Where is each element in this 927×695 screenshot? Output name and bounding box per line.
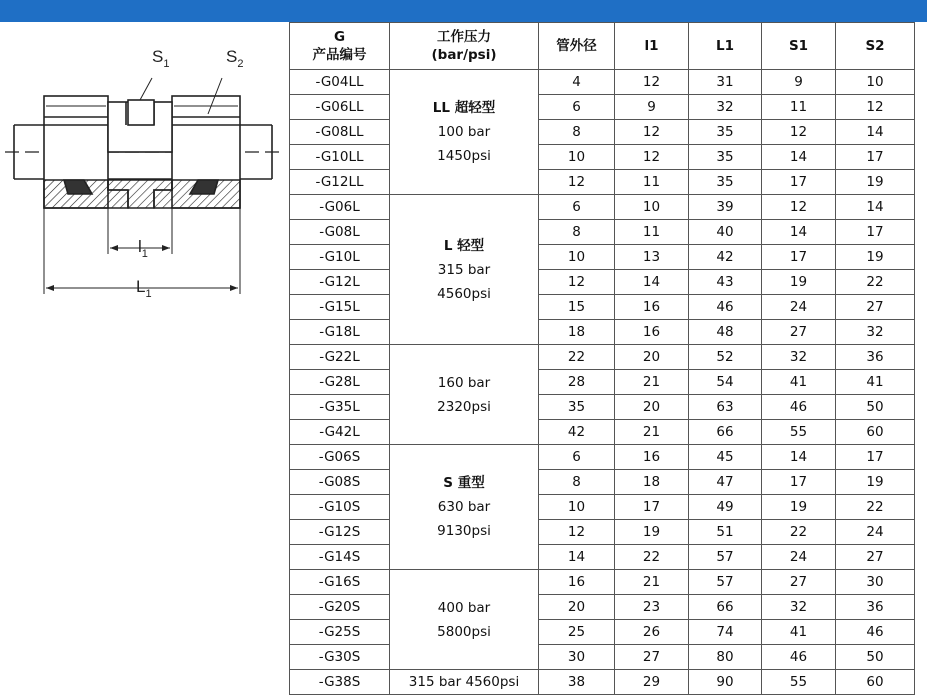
table-row bbox=[290, 495, 915, 520]
L1-cell: 51 bbox=[689, 520, 762, 545]
table-row bbox=[290, 545, 915, 570]
l1-cell: 23 bbox=[615, 595, 689, 620]
tube-od-cell: 8 bbox=[539, 120, 615, 145]
S2-cell: 22 bbox=[836, 495, 915, 520]
S2-cell: 36 bbox=[836, 345, 915, 370]
table-row bbox=[290, 595, 915, 620]
pressure-group-line2: 400 bar bbox=[437, 599, 491, 616]
tube-od-cell: 22 bbox=[539, 345, 615, 370]
table-row bbox=[290, 670, 915, 695]
L1-cell: 57 bbox=[689, 545, 762, 570]
S1-cell: 41 bbox=[762, 620, 836, 645]
l1-cell: 20 bbox=[615, 395, 689, 420]
product-code-cell: -G35L bbox=[290, 395, 390, 420]
l1-cell: 18 bbox=[615, 470, 689, 495]
product-code-cell: -G06L bbox=[290, 195, 390, 220]
S2-cell: 27 bbox=[836, 295, 915, 320]
l1-dimension-label: $l_1$ bbox=[138, 237, 148, 260]
S2-cell: 22 bbox=[836, 270, 915, 295]
S1-cell: 11 bbox=[762, 95, 836, 120]
pressure-group-cell bbox=[390, 70, 539, 195]
tube-od-cell: 12 bbox=[539, 170, 615, 195]
pressure-group-cell bbox=[390, 670, 539, 695]
table-row bbox=[290, 395, 915, 420]
l1-cell: 26 bbox=[615, 620, 689, 645]
pressure-group-cell bbox=[390, 445, 539, 570]
l1-cell: 20 bbox=[615, 345, 689, 370]
tube-od-cell: 10 bbox=[539, 495, 615, 520]
tube-od-cell: 18 bbox=[539, 320, 615, 345]
S2-cell: 10 bbox=[836, 70, 915, 95]
product-code-cell: -G12S bbox=[290, 520, 390, 545]
table-row bbox=[290, 295, 915, 320]
L1-cell: 74 bbox=[689, 620, 762, 645]
pressure-group-line2: 160 bar bbox=[437, 374, 491, 391]
pressure-group-line2: 315 bar 4560psi bbox=[408, 674, 520, 690]
S1-cell: 55 bbox=[762, 420, 836, 445]
S2-cell: 17 bbox=[836, 145, 915, 170]
tube-od-cell: 6 bbox=[539, 445, 615, 470]
S2-cell: 19 bbox=[836, 245, 915, 270]
L1-cell: 49 bbox=[689, 495, 762, 520]
product-code-cell: -G30S bbox=[290, 645, 390, 670]
S1-cell: 55 bbox=[762, 670, 836, 695]
tube-od-cell: 15 bbox=[539, 295, 615, 320]
header-product-code: G 产品编号 bbox=[290, 23, 390, 70]
l1-cell: 11 bbox=[615, 170, 689, 195]
tube-od-cell: 28 bbox=[539, 370, 615, 395]
L1-cell: 46 bbox=[689, 295, 762, 320]
product-code-cell: -G04LL bbox=[290, 70, 390, 95]
L1-cell: 43 bbox=[689, 270, 762, 295]
S2-cell: 12 bbox=[836, 95, 915, 120]
L1-dimension-label: $L_1$ bbox=[136, 277, 152, 300]
S1-cell: 19 bbox=[762, 270, 836, 295]
product-code-cell: -G06LL bbox=[290, 95, 390, 120]
pressure-group-line2: 100 bar bbox=[437, 124, 491, 140]
S1-cell: 22 bbox=[762, 520, 836, 545]
L1-cell: 66 bbox=[689, 420, 762, 445]
product-code-cell: -G10LL bbox=[290, 145, 390, 170]
L1-cell: 90 bbox=[689, 670, 762, 695]
tube-od-cell: 8 bbox=[539, 470, 615, 495]
product-code-cell: -G42L bbox=[290, 420, 390, 445]
title-bar bbox=[0, 0, 927, 22]
L1-cell: 80 bbox=[689, 645, 762, 670]
S1-cell: 32 bbox=[762, 345, 836, 370]
S1-cell: 9 bbox=[762, 70, 836, 95]
L1-cell: 31 bbox=[689, 70, 762, 95]
table-row bbox=[290, 345, 915, 370]
pressure-group-cell bbox=[390, 345, 539, 445]
s2-label: $S_2$ bbox=[226, 47, 244, 70]
L1-cell: 54 bbox=[689, 370, 762, 395]
product-code-cell: -G10L bbox=[290, 245, 390, 270]
product-code-cell: -G28L bbox=[290, 370, 390, 395]
l1-cell: 11 bbox=[615, 220, 689, 245]
tube-od-cell: 6 bbox=[539, 95, 615, 120]
table-row bbox=[290, 70, 915, 95]
header-S2: S2 bbox=[836, 23, 915, 70]
table-row bbox=[290, 420, 915, 445]
tube-od-cell: 10 bbox=[539, 245, 615, 270]
fitting-geometry bbox=[5, 78, 282, 294]
S1-cell: 46 bbox=[762, 395, 836, 420]
pressure-group-title: L 轻型 bbox=[443, 237, 485, 254]
table-row bbox=[290, 645, 915, 670]
S2-cell: 32 bbox=[836, 320, 915, 345]
header-L1: L1 bbox=[689, 23, 762, 70]
table-row bbox=[290, 370, 915, 395]
header-working-pressure: 工作压力 (bar/psi) bbox=[390, 23, 539, 70]
pressure-group-line3: 4560psi bbox=[437, 285, 491, 302]
L1-cell: 47 bbox=[689, 470, 762, 495]
pressure-group-line3: 2320psi bbox=[437, 398, 491, 415]
tube-od-cell: 12 bbox=[539, 270, 615, 295]
l1-cell: 21 bbox=[615, 420, 689, 445]
L1-cell: 35 bbox=[689, 170, 762, 195]
S2-cell: 19 bbox=[836, 470, 915, 495]
tube-od-cell: 10 bbox=[539, 145, 615, 170]
S2-cell: 60 bbox=[836, 420, 915, 445]
tube-od-cell: 25 bbox=[539, 620, 615, 645]
S1-cell: 14 bbox=[762, 445, 836, 470]
product-code-cell: -G08L bbox=[290, 220, 390, 245]
table-body bbox=[290, 70, 915, 695]
product-code-cell: -G25S bbox=[290, 620, 390, 645]
product-code-cell: -G20S bbox=[290, 595, 390, 620]
pressure-group-title: LL 超轻型 bbox=[432, 100, 496, 116]
L1-cell: 57 bbox=[689, 570, 762, 595]
s1-label: $S_1$ bbox=[152, 47, 170, 70]
table-row bbox=[290, 245, 915, 270]
tube-od-cell: 38 bbox=[539, 670, 615, 695]
table-row bbox=[290, 220, 915, 245]
L1-cell: 45 bbox=[689, 445, 762, 470]
tube-od-cell: 6 bbox=[539, 195, 615, 220]
table-row bbox=[290, 445, 915, 470]
S1-cell: 24 bbox=[762, 295, 836, 320]
pressure-group-line2: 630 bar bbox=[437, 499, 491, 515]
S1-cell: 19 bbox=[762, 495, 836, 520]
fitting-cross-section-drawing bbox=[0, 22, 290, 342]
pressure-group-cell bbox=[390, 570, 539, 670]
pressure-group-line2: 315 bar bbox=[437, 261, 491, 278]
pressure-group-title: S 重型 bbox=[443, 475, 485, 491]
table-header-row bbox=[290, 23, 915, 70]
header-tube-od: 管外径 bbox=[539, 23, 615, 70]
S2-cell: 30 bbox=[836, 570, 915, 595]
product-code-cell: -G18L bbox=[290, 320, 390, 345]
product-code-cell: -G08LL bbox=[290, 120, 390, 145]
S2-cell: 36 bbox=[836, 595, 915, 620]
table-row bbox=[290, 145, 915, 170]
L1-cell: 39 bbox=[689, 195, 762, 220]
L1-cell: 42 bbox=[689, 245, 762, 270]
table-row bbox=[290, 520, 915, 545]
specification-table bbox=[289, 22, 915, 695]
S1-cell: 27 bbox=[762, 320, 836, 345]
product-code-cell: -G22L bbox=[290, 345, 390, 370]
l1-cell: 27 bbox=[615, 645, 689, 670]
S1-cell: 46 bbox=[762, 645, 836, 670]
l1-cell: 14 bbox=[615, 270, 689, 295]
pressure-group-line3: 5800psi bbox=[437, 623, 491, 640]
product-code-cell: -G14S bbox=[290, 545, 390, 570]
L1-cell: 40 bbox=[689, 220, 762, 245]
S1-cell: 24 bbox=[762, 545, 836, 570]
pressure-group-line3: 9130psi bbox=[437, 523, 491, 539]
l1-cell: 16 bbox=[615, 320, 689, 345]
product-code-cell: -G38S bbox=[290, 670, 390, 695]
l1-cell: 12 bbox=[615, 70, 689, 95]
L1-cell: 63 bbox=[689, 395, 762, 420]
table-row bbox=[290, 620, 915, 645]
tube-od-cell: 12 bbox=[539, 520, 615, 545]
S1-cell: 14 bbox=[762, 220, 836, 245]
tube-od-cell: 8 bbox=[539, 220, 615, 245]
table-row bbox=[290, 195, 915, 220]
S1-cell: 27 bbox=[762, 570, 836, 595]
S1-cell: 14 bbox=[762, 145, 836, 170]
tube-od-cell: 30 bbox=[539, 645, 615, 670]
product-code-cell: -G12L bbox=[290, 270, 390, 295]
tube-od-cell: 35 bbox=[539, 395, 615, 420]
l1-cell: 29 bbox=[615, 670, 689, 695]
S2-cell: 27 bbox=[836, 545, 915, 570]
L1-cell: 35 bbox=[689, 145, 762, 170]
l1-cell: 17 bbox=[615, 495, 689, 520]
tube-od-cell: 14 bbox=[539, 545, 615, 570]
L1-cell: 52 bbox=[689, 345, 762, 370]
S1-cell: 32 bbox=[762, 595, 836, 620]
L1-cell: 66 bbox=[689, 595, 762, 620]
header-S1: S1 bbox=[762, 23, 836, 70]
product-code-cell: -G08S bbox=[290, 470, 390, 495]
l1-cell: 13 bbox=[615, 245, 689, 270]
pressure-group-cell bbox=[390, 195, 539, 345]
L1-cell: 32 bbox=[689, 95, 762, 120]
tube-od-cell: 20 bbox=[539, 595, 615, 620]
S1-cell: 41 bbox=[762, 370, 836, 395]
S1-cell: 17 bbox=[762, 245, 836, 270]
tube-od-cell: 4 bbox=[539, 70, 615, 95]
table-row bbox=[290, 95, 915, 120]
S1-cell: 17 bbox=[762, 170, 836, 195]
S2-cell: 17 bbox=[836, 220, 915, 245]
table-row bbox=[290, 320, 915, 345]
l1-cell: 16 bbox=[615, 295, 689, 320]
table-row bbox=[290, 120, 915, 145]
S2-cell: 50 bbox=[836, 395, 915, 420]
S2-cell: 19 bbox=[836, 170, 915, 195]
l1-cell: 12 bbox=[615, 120, 689, 145]
l1-cell: 16 bbox=[615, 445, 689, 470]
S2-cell: 24 bbox=[836, 520, 915, 545]
l1-cell: 10 bbox=[615, 195, 689, 220]
S1-cell: 17 bbox=[762, 470, 836, 495]
S2-cell: 14 bbox=[836, 120, 915, 145]
header-l1: l1 bbox=[615, 23, 689, 70]
tube-od-cell: 42 bbox=[539, 420, 615, 445]
S1-cell: 12 bbox=[762, 120, 836, 145]
S2-cell: 17 bbox=[836, 445, 915, 470]
table-row bbox=[290, 170, 915, 195]
S2-cell: 60 bbox=[836, 670, 915, 695]
table-row bbox=[290, 270, 915, 295]
S2-cell: 41 bbox=[836, 370, 915, 395]
l1-cell: 21 bbox=[615, 370, 689, 395]
l1-cell: 12 bbox=[615, 145, 689, 170]
S1-cell: 12 bbox=[762, 195, 836, 220]
product-code-cell: -G06S bbox=[290, 445, 390, 470]
L1-cell: 35 bbox=[689, 120, 762, 145]
product-code-cell: -G16S bbox=[290, 570, 390, 595]
S2-cell: 14 bbox=[836, 195, 915, 220]
l1-cell: 9 bbox=[615, 95, 689, 120]
l1-cell: 19 bbox=[615, 520, 689, 545]
pressure-group-line3: 1450psi bbox=[437, 148, 491, 164]
S2-cell: 46 bbox=[836, 620, 915, 645]
L1-cell: 48 bbox=[689, 320, 762, 345]
l1-cell: 21 bbox=[615, 570, 689, 595]
S2-cell: 50 bbox=[836, 645, 915, 670]
product-code-cell: -G15L bbox=[290, 295, 390, 320]
l1-cell: 22 bbox=[615, 545, 689, 570]
table-row bbox=[290, 570, 915, 595]
product-code-cell: -G10S bbox=[290, 495, 390, 520]
tube-od-cell: 16 bbox=[539, 570, 615, 595]
product-code-cell: -G12LL bbox=[290, 170, 390, 195]
table-row bbox=[290, 470, 915, 495]
